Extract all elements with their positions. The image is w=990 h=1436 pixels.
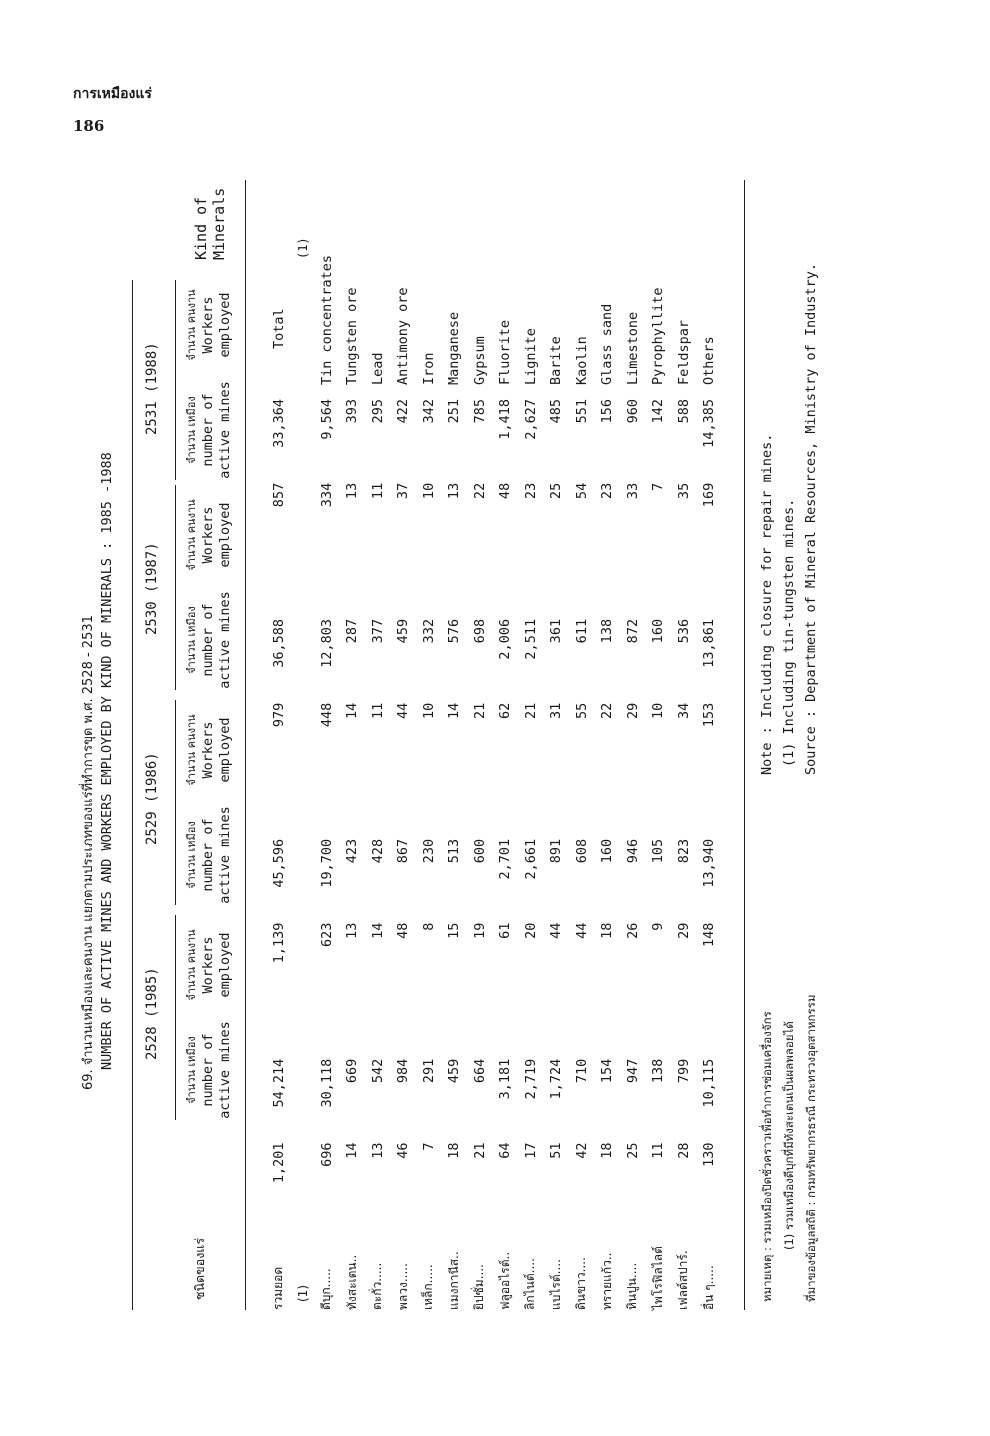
cell: 459 bbox=[395, 618, 412, 644]
mineral-name-thai: ทังสะเตน.. bbox=[344, 1254, 359, 1310]
total-footnote-english: (1) bbox=[296, 237, 310, 260]
cell: 13 bbox=[344, 482, 361, 500]
cell: 2,719 bbox=[522, 1058, 539, 1100]
cell: 611 bbox=[573, 618, 590, 644]
table-row bbox=[365, 200, 391, 1310]
source-thai: ที่มาของข้อมูลสถิติ : กรมทรัพยากรธรณี กระทรวงอุตสาหกรรม bbox=[804, 994, 818, 1302]
cell: 13 bbox=[344, 922, 361, 939]
cell: 9 bbox=[650, 922, 667, 931]
col-mines-1988: จำนวน เหมือง number of active mines bbox=[185, 381, 233, 479]
cell: 872 bbox=[624, 618, 641, 644]
cell: 960 bbox=[624, 399, 641, 424]
table-row bbox=[595, 200, 621, 1310]
cell: 542 bbox=[369, 1058, 386, 1084]
cell: 10 bbox=[650, 702, 667, 719]
year-rule-2 bbox=[175, 700, 176, 905]
table-row bbox=[569, 200, 595, 1310]
cell: 64 bbox=[497, 1142, 514, 1159]
notes-english bbox=[756, 263, 822, 775]
cell: 2,006 bbox=[497, 618, 514, 660]
cell: 857 bbox=[270, 482, 287, 508]
notes-thai bbox=[756, 995, 822, 1302]
cell: 9,564 bbox=[318, 399, 335, 440]
cell: 1,139 bbox=[270, 922, 287, 964]
mineral-name-thai: ตะกั่ว..... bbox=[370, 1262, 385, 1310]
cell: 3,181 bbox=[497, 1058, 514, 1100]
cell: 44 bbox=[548, 922, 565, 939]
table-row bbox=[340, 200, 366, 1310]
mineral-name-english: Gypsum bbox=[471, 336, 488, 386]
cell: 105 bbox=[650, 838, 667, 864]
cell: 156 bbox=[599, 399, 616, 424]
cell: 696 bbox=[318, 1142, 335, 1167]
footnote-row bbox=[292, 200, 314, 1310]
mineral-name-english: Feldspar bbox=[675, 320, 692, 386]
cell: 48 bbox=[497, 482, 514, 500]
cell: 21 bbox=[522, 702, 539, 719]
cell: 536 bbox=[675, 618, 692, 644]
cell: 37 bbox=[395, 482, 412, 500]
cell: 154 bbox=[599, 1058, 616, 1084]
title-english: NUMBER OF ACTIVE MINES AND WORKERS EMPLOYED BY KIND OF MINERALS : 1985 -1988 bbox=[99, 452, 115, 1070]
cell: 44 bbox=[573, 922, 590, 939]
cell: 138 bbox=[599, 618, 616, 644]
mineral-name-english: Tin concentrates bbox=[318, 254, 335, 386]
cell: 7 bbox=[420, 1142, 437, 1151]
cell: 448 bbox=[318, 702, 335, 728]
cell: 11 bbox=[369, 482, 386, 500]
cell: 251 bbox=[446, 399, 463, 424]
col-mines-1985: จำนวน เหมือง number of active mines bbox=[185, 1021, 233, 1119]
mineral-name-english: Others bbox=[701, 336, 718, 386]
section-header: การเหมืองแร่ bbox=[73, 86, 152, 102]
cell: 30,118 bbox=[318, 1058, 335, 1108]
cell: 7 bbox=[650, 482, 667, 491]
cell: 28 bbox=[675, 1142, 692, 1159]
cell: 33,364 bbox=[270, 399, 287, 448]
mineral-name-thai: อื่น ๆ..... bbox=[701, 1265, 716, 1310]
mineral-name-thai: เฟลด์สปาร์. bbox=[676, 1250, 691, 1310]
table-row bbox=[314, 200, 340, 1310]
mineral-name-thai: ยิปซั่ม.... bbox=[472, 1264, 487, 1310]
mineral-name-english: Fluorite bbox=[497, 320, 514, 386]
table-row bbox=[544, 200, 570, 1310]
year-1986: 2529 (1986) bbox=[144, 752, 160, 845]
year-rule-4 bbox=[175, 280, 176, 480]
mineral-name-thai: เหล็ก..... bbox=[421, 1264, 436, 1310]
cell: 287 bbox=[344, 618, 361, 644]
cell: 20 bbox=[522, 922, 539, 939]
cell: 377 bbox=[369, 618, 386, 644]
cell: 21 bbox=[471, 702, 488, 719]
cell: 42 bbox=[573, 1142, 590, 1159]
mineral-name-english: Barite bbox=[548, 336, 565, 386]
table-row bbox=[391, 200, 417, 1310]
cell: 142 bbox=[650, 399, 667, 424]
year-rule-3 bbox=[175, 485, 176, 690]
cell: 61 bbox=[497, 922, 514, 939]
table-body bbox=[265, 200, 722, 1310]
cell: 1,201 bbox=[270, 1142, 287, 1184]
table-row bbox=[518, 200, 544, 1310]
mineral-name-english: Limestone bbox=[624, 311, 641, 386]
cell: 54 bbox=[573, 482, 590, 500]
mineral-name-thai: ดินขาว.... bbox=[574, 1257, 589, 1310]
cell: 485 bbox=[548, 399, 565, 424]
cell: 2,627 bbox=[522, 399, 539, 440]
col-workers-1988: จำนวน คนงาน Workers employed bbox=[185, 289, 233, 361]
cell: 1,724 bbox=[548, 1058, 565, 1100]
cell: 160 bbox=[650, 618, 667, 644]
mineral-name-english: Lead bbox=[369, 352, 386, 386]
year-1985: 2528 (1985) bbox=[144, 967, 160, 1060]
cell: 11 bbox=[650, 1142, 667, 1159]
cell: 361 bbox=[548, 618, 565, 644]
cell: 14 bbox=[344, 702, 361, 719]
table-row bbox=[442, 200, 468, 1310]
cell: 513 bbox=[446, 838, 463, 864]
cell: 25 bbox=[624, 1142, 641, 1159]
cell: 891 bbox=[548, 838, 565, 864]
mineral-name-english: Pyrophyllite bbox=[650, 287, 667, 386]
cell: 422 bbox=[395, 399, 412, 424]
cell: 148 bbox=[701, 922, 718, 947]
mineral-name-english: Iron bbox=[420, 352, 437, 386]
table-row bbox=[467, 200, 493, 1310]
mineral-name-english: Tungsten ore bbox=[344, 287, 361, 386]
cell: 34 bbox=[675, 702, 692, 719]
cell: 23 bbox=[522, 482, 539, 500]
cell: 22 bbox=[599, 702, 616, 719]
mineral-name-english: Lignite bbox=[522, 328, 539, 386]
cell: 10,115 bbox=[701, 1058, 718, 1108]
mineral-name-thai: ทรายแก้ว.. bbox=[599, 1252, 614, 1310]
cell: 1,418 bbox=[497, 399, 514, 440]
bottom-rule bbox=[744, 180, 745, 1310]
mineral-name-thai: ไพโรฟิลไลต์ bbox=[650, 1246, 665, 1310]
cell: 2,701 bbox=[497, 838, 514, 880]
cell: 160 bbox=[599, 838, 616, 864]
col-workers-1986: จำนวน คนงาน Workers employed bbox=[185, 714, 233, 786]
cell: 44 bbox=[395, 702, 412, 719]
note-thai: หมายเหตุ : รวมเหมืองปิดชั่วคราวเพื่อทำการซ่อมเครื่องจักร bbox=[760, 1011, 774, 1302]
cell: 48 bbox=[395, 922, 412, 939]
cell: 13,861 bbox=[701, 618, 718, 668]
col-mines-1986: จำนวน เหมือง number of active mines bbox=[185, 806, 233, 904]
table-row bbox=[697, 200, 723, 1310]
cell: 2,661 bbox=[522, 838, 539, 880]
year-rule-1 bbox=[175, 915, 176, 1120]
note-english: Note : Including closure for repair mines. bbox=[759, 433, 775, 775]
cell: 551 bbox=[573, 399, 590, 424]
cell: 342 bbox=[420, 399, 437, 424]
top-rule bbox=[132, 280, 133, 1310]
cell: 698 bbox=[471, 618, 488, 644]
total-footnote-thai: (1) bbox=[296, 1285, 310, 1302]
mineral-name-english: Glass sand bbox=[599, 303, 616, 386]
year-1987: 2530 (1987) bbox=[144, 542, 160, 635]
cell: 138 bbox=[650, 1058, 667, 1084]
mineral-name-thai: แมงกานีส.. bbox=[446, 1251, 461, 1310]
cell: 459 bbox=[446, 1058, 463, 1084]
table-row bbox=[671, 200, 697, 1310]
source-english: Source : Department of Mineral Resources, Ministry of Industry. bbox=[803, 262, 819, 775]
cell: 31 bbox=[548, 702, 565, 719]
cell: 710 bbox=[573, 1058, 590, 1084]
cell: 14 bbox=[446, 702, 463, 719]
cell: 979 bbox=[270, 702, 287, 728]
cell: 26 bbox=[624, 922, 641, 939]
col-mines-1987: จำนวน เหมือง number of active mines bbox=[185, 591, 233, 689]
cell: 623 bbox=[318, 922, 335, 947]
cell: 14 bbox=[369, 922, 386, 939]
cell: 15 bbox=[446, 922, 463, 939]
table-row bbox=[493, 200, 519, 1310]
cell: 291 bbox=[420, 1058, 437, 1084]
cell: 17 bbox=[522, 1142, 539, 1159]
cell: 10 bbox=[420, 702, 437, 719]
mineral-name-english: Manganese bbox=[446, 311, 463, 386]
rotated-table-page bbox=[80, 160, 950, 1360]
col-workers-1987: จำนวน คนงาน Workers employed bbox=[185, 499, 233, 571]
table-row bbox=[646, 200, 672, 1310]
table-row bbox=[620, 200, 646, 1310]
total-row bbox=[265, 200, 292, 1310]
cell: 295 bbox=[369, 399, 386, 424]
cell: 18 bbox=[599, 1142, 616, 1159]
cell: 55 bbox=[573, 702, 590, 719]
cell: 823 bbox=[675, 838, 692, 864]
cell: 33 bbox=[624, 482, 641, 500]
col-workers-1985: จำนวน คนงาน Workers employed bbox=[185, 929, 233, 1001]
table-title bbox=[80, 160, 116, 1360]
cell: 36,588 bbox=[270, 618, 287, 668]
cell: 608 bbox=[573, 838, 590, 864]
note1-thai: (1) รวมเหมืองดีบุกที่มีทังสะเตนเป็นผลพลอยได้ bbox=[782, 1021, 796, 1250]
total-label-english: Total bbox=[270, 308, 287, 350]
page-number: 186 bbox=[73, 117, 105, 135]
table-row bbox=[416, 200, 442, 1310]
title-thai: 69. จำนวนเหมืองและคนงาน แยกตามประเภทของแร่ที่ทำการขุด พ.ศ. 2528 - 2531 bbox=[81, 615, 96, 1090]
cell: 18 bbox=[599, 922, 616, 939]
cell: 423 bbox=[344, 838, 361, 864]
cell: 13 bbox=[446, 482, 463, 500]
mineral-name-thai: หินปูน.... bbox=[625, 1262, 640, 1310]
cell: 11 bbox=[369, 702, 386, 719]
cell: 600 bbox=[471, 838, 488, 864]
mineral-name-thai: ดีบุก..... bbox=[319, 1268, 334, 1310]
cell: 169 bbox=[701, 482, 718, 508]
cell: 947 bbox=[624, 1058, 641, 1084]
mineral-name-thai: แบไรต์.... bbox=[548, 1259, 563, 1310]
cell: 22 bbox=[471, 482, 488, 500]
cell: 19,700 bbox=[318, 838, 335, 888]
cell: 45,596 bbox=[270, 838, 287, 888]
cell: 785 bbox=[471, 399, 488, 424]
cell: 54,214 bbox=[270, 1058, 287, 1108]
cell: 576 bbox=[446, 618, 463, 644]
cell: 946 bbox=[624, 838, 641, 864]
cell: 799 bbox=[675, 1058, 692, 1084]
col-kind-thai: ชนิดของแร่ bbox=[192, 1237, 207, 1300]
cell: 14 bbox=[344, 1142, 361, 1159]
cell: 867 bbox=[395, 838, 412, 864]
cell: 13 bbox=[369, 1142, 386, 1159]
year-1988: 2531 (1988) bbox=[144, 342, 160, 435]
cell: 23 bbox=[599, 482, 616, 500]
cell: 21 bbox=[471, 1142, 488, 1159]
total-label-thai: รวมยอด bbox=[271, 1266, 285, 1310]
cell: 19 bbox=[471, 922, 488, 939]
mineral-name-english: Kaolin bbox=[573, 336, 590, 386]
cell: 984 bbox=[395, 1058, 412, 1084]
cell: 428 bbox=[369, 838, 386, 864]
cell: 669 bbox=[344, 1058, 361, 1084]
cell: 153 bbox=[701, 702, 718, 728]
cell: 334 bbox=[318, 482, 335, 508]
mineral-name-thai: ฟลูออไรต์.. bbox=[497, 1251, 512, 1310]
cell: 46 bbox=[395, 1142, 412, 1159]
cell: 35 bbox=[675, 482, 692, 500]
cell: 51 bbox=[548, 1142, 565, 1159]
mines-table bbox=[265, 200, 722, 1310]
cell: 62 bbox=[497, 702, 514, 719]
mineral-name-thai: ลิกไนต์.... bbox=[523, 1258, 538, 1310]
cell: 130 bbox=[701, 1142, 718, 1167]
cell: 29 bbox=[624, 702, 641, 719]
cell: 25 bbox=[548, 482, 565, 500]
cell: 18 bbox=[446, 1142, 463, 1159]
header-rule bbox=[245, 180, 246, 1310]
mineral-name-english: Antimony ore bbox=[395, 287, 412, 386]
cell: 230 bbox=[420, 838, 437, 864]
mineral-name-thai: พลวง..... bbox=[395, 1263, 410, 1310]
cell: 8 bbox=[420, 922, 437, 931]
cell: 332 bbox=[420, 618, 437, 644]
cell: 10 bbox=[420, 482, 437, 500]
cell: 29 bbox=[675, 922, 692, 939]
cell: 12,803 bbox=[318, 618, 335, 668]
cell: 14,385 bbox=[701, 399, 718, 448]
cell: 588 bbox=[675, 399, 692, 424]
col-kind-english: Kind of Minerals bbox=[192, 187, 228, 260]
cell: 393 bbox=[344, 399, 361, 424]
cell: 13,940 bbox=[701, 838, 718, 888]
cell: 2,511 bbox=[522, 618, 539, 660]
note1-english: (1) Including tin-tungsten mines. bbox=[781, 498, 797, 767]
cell: 664 bbox=[471, 1058, 488, 1084]
